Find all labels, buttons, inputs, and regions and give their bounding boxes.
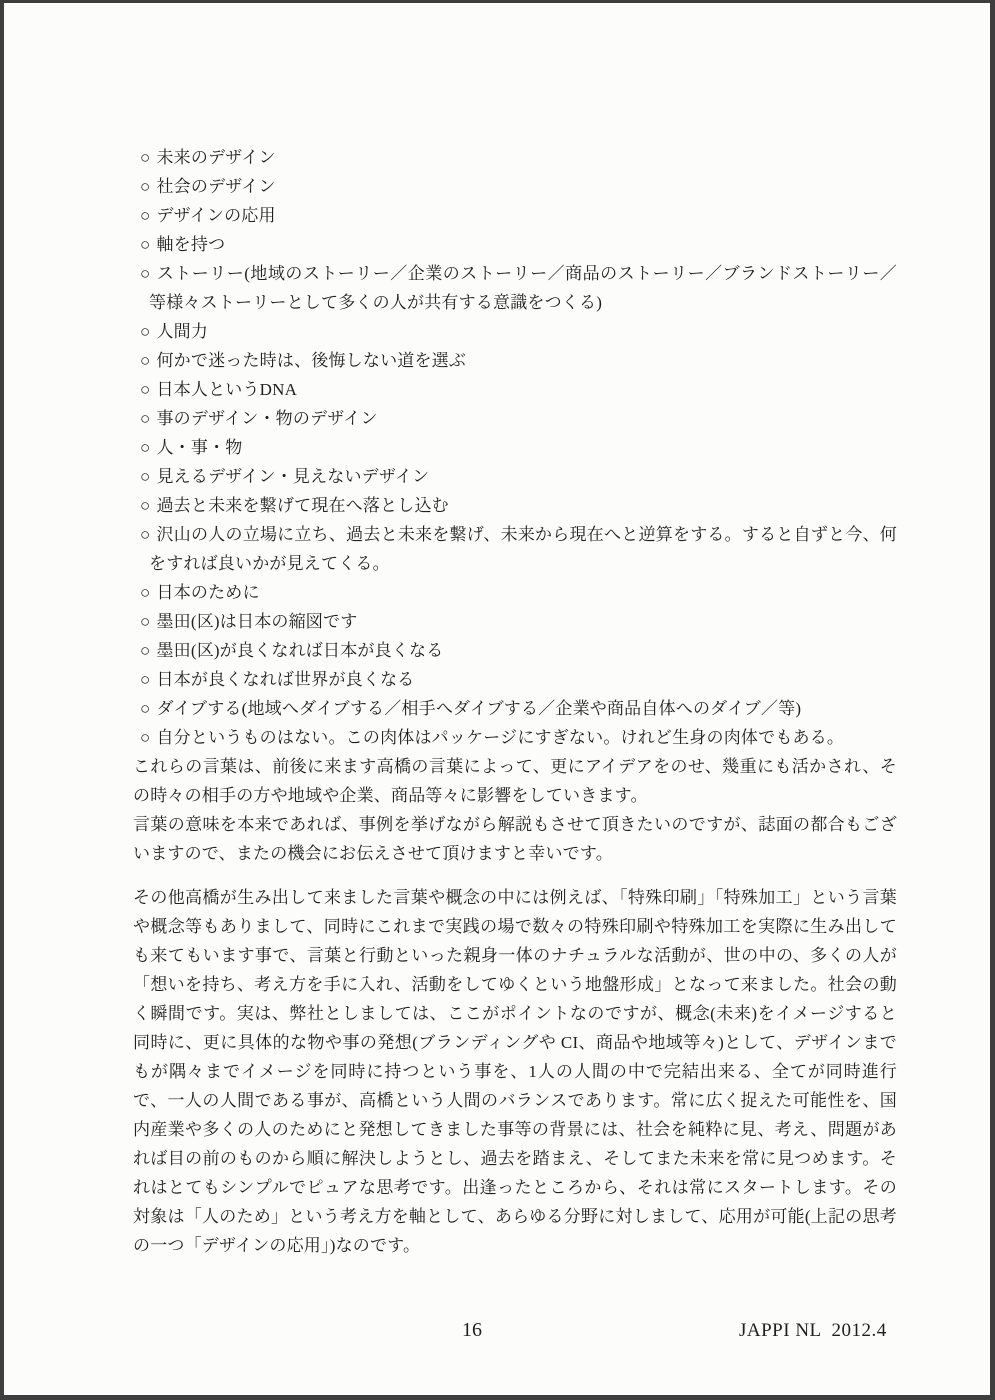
circle-bullet-icon: ○	[140, 496, 151, 515]
circle-bullet-icon: ○	[140, 148, 151, 167]
phrase-list	[133, 143, 897, 752]
circle-bullet-icon: ○	[140, 235, 151, 254]
list-item-text: 日本人というDNA	[156, 380, 298, 399]
circle-bullet-icon: ○	[140, 264, 151, 283]
circle-bullet-icon: ○	[140, 641, 151, 660]
list-item	[133, 433, 897, 462]
circle-bullet-icon: ○	[140, 583, 151, 602]
list-item	[133, 723, 897, 752]
journal-issue-label: JAPPI NL 2012.4	[739, 1320, 887, 1341]
list-item-text: 墨田(区)は日本の縮図です	[156, 612, 358, 631]
circle-bullet-icon: ○	[140, 380, 151, 399]
circle-bullet-icon: ○	[140, 206, 151, 225]
list-item-text: 日本が良くなれば世界が良くなる	[156, 670, 415, 689]
list-item-text: 過去と未来を繋げて現在へ落とし込む	[156, 496, 449, 515]
list-item-text: 事のデザイン・物のデザイン	[156, 409, 378, 428]
list-item-text: デザインの応用	[156, 206, 276, 225]
page-content	[133, 143, 897, 1260]
list-item	[133, 578, 897, 607]
list-item-text: 墨田(区)が良くなれば日本が良くなる	[156, 641, 444, 660]
circle-bullet-icon: ○	[140, 699, 151, 718]
list-item-text: 軸を持つ	[156, 235, 226, 254]
circle-bullet-icon: ○	[140, 467, 151, 486]
list-item-text: 沢山の人の立場に立ち、過去と未来を繋げ、未来から現在へと逆算をする。すると自ずと今、何をすれば良いかが見えてくる。	[149, 525, 898, 573]
list-item	[133, 201, 897, 230]
list-item	[133, 694, 897, 723]
list-item-text: 人間力	[156, 322, 209, 341]
paragraph-words-influence: これらの言葉は、前後に来ます高橋の言葉によって、更にアイデアをのせ、幾重にも活かされ、その時々の相手の方や地域や企業、商品等々に影響をしていきます。	[133, 757, 897, 805]
circle-bullet-icon: ○	[140, 177, 151, 196]
list-item-text: 何かで迷った時は、後悔しない道を選ぶ	[156, 351, 467, 370]
list-item-text: ストーリー(地域のストーリー／企業のストーリー／商品のストーリー／ブランドストーリー／等様々ストーリーとして多くの人が共有する意識をつくる)	[149, 264, 898, 312]
paragraph-main-body: その他高橋が生み出して来ました言葉や概念の中には例えば、「特殊印刷」「特殊加工」という言葉や概念等もありまして、同時にこれまで実践の場で数々の特殊印刷や特殊加工を実際に生み出しても来てもいます事で、言葉と行動といった親身一体のナチュラルな活動が、世の中の、多くの人が「想いを持ち、考え方を手に入れ、活動をしてゆくという地盤形成」となって来ました。社会の動く瞬間です。実は、弊社としましては、ここがポイントなのですが、概念(未来)をイメージすると同時に、更に具体的な物や事の発想(ブランディングや CI、商品や地域等々)として、デザインまでもが隅々までイメージを同時に持つという事を、1人の人間の中で完結出来る、全てが同時進行で、一人の人間である事が、高橋という人間のバランスであります。常に広く捉えた可能性を、国内産業や多くの人のためにと発想してきました事等の背景には、社会を純粋に見、考え、問題があれば目の前のものから順に解決しようとし、過去を踏まえ、そしてまた未来を常に見つめます。それはとてもシンプルでピュアな思考です。出逢ったところから、それは常にスタートします。その対象は「人のため」という考え方を軸として、あらゆる分野に対しまして、応用が可能(上記の思考の一つ「デザインの応用」)なのです。	[133, 888, 897, 1255]
list-item-text: 社会のデザイン	[156, 177, 276, 196]
list-item-text: 日本のために	[156, 583, 260, 602]
list-item-text: 見えるデザイン・見えないデザイン	[156, 467, 430, 486]
circle-bullet-icon: ○	[140, 438, 151, 457]
list-item	[133, 491, 897, 520]
list-item	[133, 346, 897, 375]
list-item	[133, 259, 897, 317]
list-item	[133, 462, 897, 491]
circle-bullet-icon: ○	[140, 322, 151, 341]
circle-bullet-icon: ○	[140, 612, 151, 631]
list-item-text: 人・事・物	[156, 438, 243, 457]
list-item	[133, 636, 897, 665]
circle-bullet-icon: ○	[140, 728, 151, 747]
list-item	[133, 230, 897, 259]
circle-bullet-icon: ○	[140, 409, 151, 428]
list-item	[133, 375, 897, 404]
list-item	[133, 665, 897, 694]
circle-bullet-icon: ○	[140, 525, 151, 544]
list-item-text: 未来のデザイン	[156, 148, 276, 167]
circle-bullet-icon: ○	[140, 351, 151, 370]
list-item	[133, 143, 897, 172]
list-item-text: ダイブする(地域へダイブする／相手へダイブする／企業や商品自体へのダイブ／等)	[156, 699, 802, 718]
circle-bullet-icon: ○	[140, 670, 151, 689]
list-item	[133, 607, 897, 636]
list-item	[133, 317, 897, 346]
list-item	[133, 520, 897, 578]
list-item	[133, 404, 897, 433]
list-item	[133, 172, 897, 201]
page-number: 16	[462, 1319, 482, 1341]
list-item-text: 自分というものはない。この肉体はパッケージにすぎない。けれど生身の肉体でもある。	[156, 728, 845, 747]
paragraph-magazine-space: 言葉の意味を本来であれば、事例を挙げながら解説もさせて頂きたいのですが、誌面の都合もございますので、またの機会にお伝えさせて頂けますと幸いです。	[133, 815, 897, 863]
